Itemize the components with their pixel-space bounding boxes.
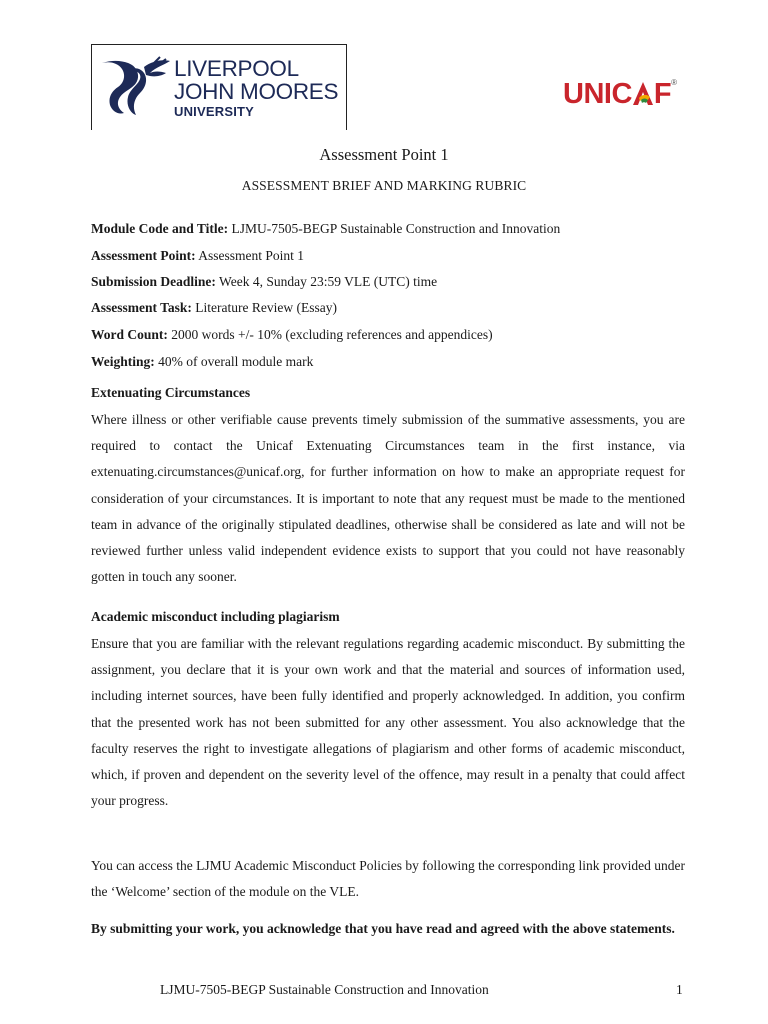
field-value: Week 4, Sunday 23:59 VLE (UTC) time: [215, 274, 438, 289]
page-title: Assessment Point 1: [319, 145, 449, 164]
field-weighting: [91, 354, 313, 370]
acknowledgement-statement: By submitting your work, you acknowledge that you have read and agreed with the above statements.: [91, 921, 675, 936]
field-label: Word Count:: [91, 327, 168, 342]
ljmu-liver-bird-icon: [96, 53, 172, 119]
unicaf-logo: [563, 78, 677, 111]
extenuating-heading: Extenuating Circumstances: [91, 385, 251, 400]
field-label: Weighting:: [91, 354, 155, 369]
field-assessment-task: [91, 300, 337, 316]
field-value: 40% of overall module mark: [154, 354, 314, 369]
footer-module-title: LJMU-7505-BEGP Sustainable Construction and Innovation: [160, 982, 489, 997]
extenuating-body: Where illness or other verifiable cause prevents timely submission of the summative assessments, you are required to contact the Unicaf Extenuating Circumstances team in the first instance, via extenuating.circumstances@unicaf.org, for further information on how to make an appropriate request for consideration of your circumstances. It is important to note that any request must be made to the mentioned team in advance of the originally stipulated deadlines, otherwise shall be considered as late and will not be reviewed further unless valid independent evidence exists to support that you could not have reasonably gotten in touch any sooner.: [91, 412, 685, 585]
misconduct-body: Ensure that you are familiar with the relevant regulations regarding academic misconduct. By submitting the assignment, you declare that it is your own work and that the material and sources of information used, including internet sources, have been fully identified and properly acknowledged. In addition, you confirm that the presented work has not been submitted for any other assessment. You also acknowledge that the faculty reserves the right to investigate allegations of plagiarism and other forms of academic misconduct, which, if proven and dependent on the severity level of the offence, may result in a penalty that could affect your progress.: [91, 636, 685, 809]
field-value: Literature Review (Essay): [191, 300, 337, 315]
misconduct-policies-note: You can access the LJMU Academic Misconduct Policies by following the corresponding link provided under the ‘Welcome’ section of the module on the VLE.: [91, 858, 686, 900]
field-assessment-point: [91, 248, 304, 264]
misconduct-heading: Academic misconduct including plagiarism: [91, 609, 340, 624]
field-value: LJMU-7505-BEGP Sustainable Construction and Innovation: [228, 221, 561, 236]
field-word-count: [91, 327, 493, 343]
ljmu-logo: [91, 44, 347, 130]
ljmu-logo-line3: UNIVERSITY: [174, 104, 255, 119]
ljmu-logo-line2: JOHN MOORES: [174, 79, 339, 104]
ljmu-logo-line1: LIVERPOOL: [174, 56, 299, 81]
unicaf-a-mark-icon: [632, 80, 654, 106]
page-subtitle: ASSESSMENT BRIEF AND MARKING RUBRIC: [241, 178, 527, 193]
unicaf-logo-text-end: F: [653, 78, 672, 110]
field-module-code: [91, 221, 560, 237]
unicaf-logo-text-start: UNIC: [563, 78, 632, 110]
field-value: 2000 words +/- 10% (excluding references and appendices): [167, 327, 493, 342]
field-label: Submission Deadline:: [91, 274, 216, 289]
field-label: Assessment Point:: [91, 248, 196, 263]
field-value: Assessment Point 1: [195, 248, 305, 263]
document-header: [91, 44, 691, 130]
field-label: Assessment Task:: [91, 300, 192, 315]
unicaf-registered-mark: ®: [671, 78, 677, 87]
page-number: 1: [676, 982, 683, 997]
field-label: Module Code and Title:: [91, 221, 229, 236]
field-submission-deadline: [91, 274, 437, 290]
